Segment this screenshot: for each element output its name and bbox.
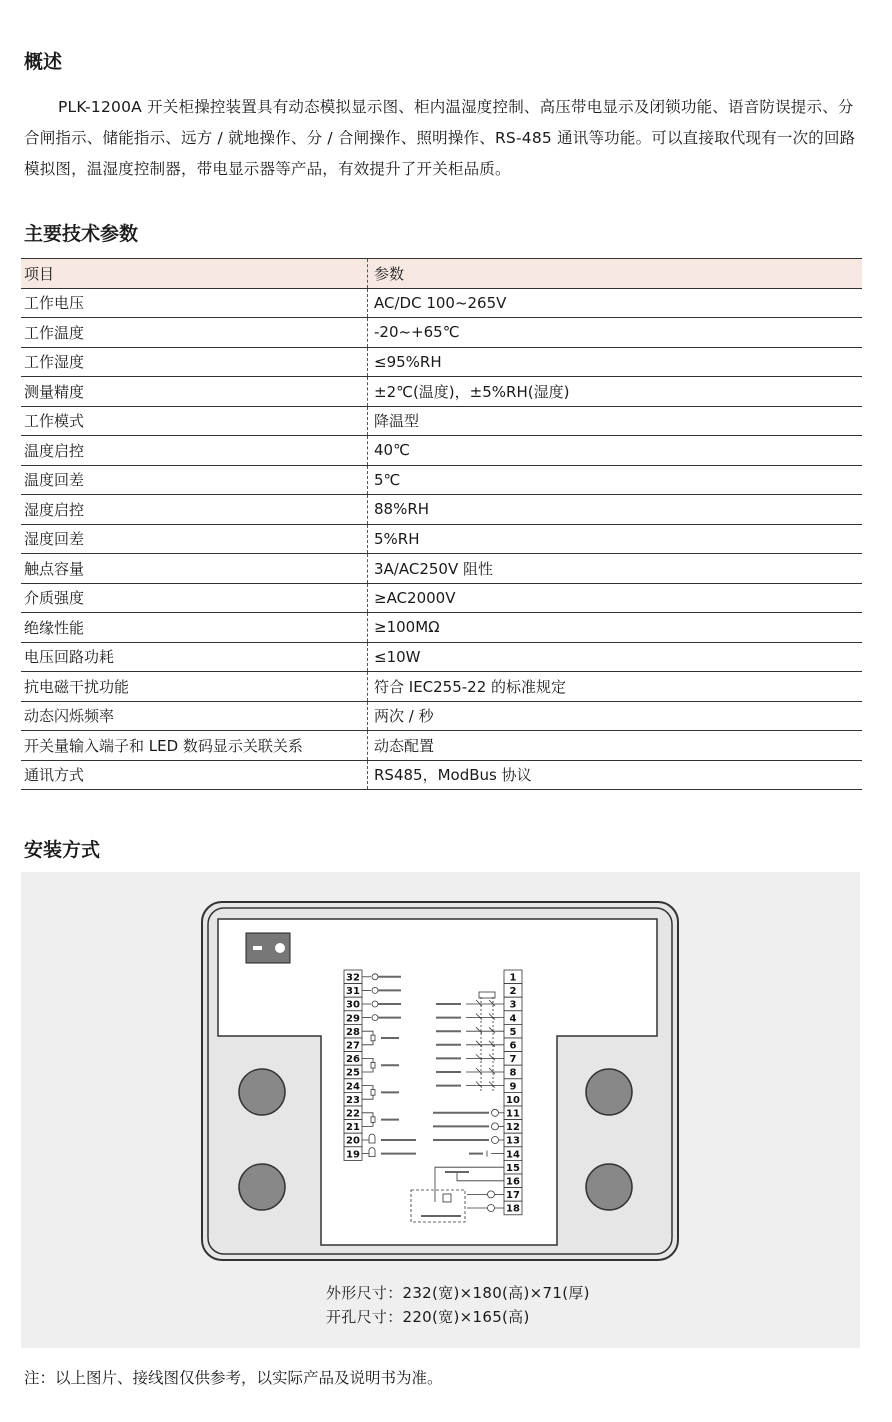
- spec-table: [21, 258, 862, 790]
- terminal-strip-left: [344, 970, 362, 1160]
- terminal-label: 27: [346, 1040, 360, 1052]
- outer-size: 外形尺寸：232(宽)×180(高)×71(厚): [326, 1284, 590, 1302]
- spec-item: 动态闪烁频率: [21, 701, 368, 731]
- terminal-label: 12: [506, 1122, 520, 1134]
- overview-title: 概述: [24, 51, 63, 73]
- specs-title: 主要技术参数: [24, 223, 139, 245]
- spec-row: [21, 406, 862, 436]
- spec-row: [21, 583, 862, 613]
- spec-row: [21, 672, 862, 702]
- spec-header-item: 项目: [21, 259, 368, 289]
- spec-row: [21, 524, 862, 554]
- spec-item: 湿度启控: [21, 495, 368, 525]
- spec-row: [21, 495, 862, 525]
- terminal-label: 20: [346, 1135, 360, 1147]
- terminal-label: 11: [506, 1108, 520, 1120]
- mount-knob-bottom-left: [239, 1164, 285, 1210]
- terminal-label: 5: [509, 1026, 517, 1038]
- terminal-label: 3: [509, 999, 517, 1011]
- cutout-size: 开孔尺寸：220(宽)×165(高): [326, 1308, 530, 1326]
- spec-param: AC/DC 100~265V: [368, 288, 863, 318]
- spec-row: [21, 318, 862, 348]
- spec-row: [21, 760, 862, 790]
- spec-row: [21, 731, 862, 761]
- spec-param: RS485，ModBus 协议: [368, 760, 863, 790]
- spec-param: 两次 / 秒: [368, 701, 863, 731]
- terminal-label: 32: [346, 972, 360, 984]
- spec-param: ≥100MΩ: [368, 613, 863, 643]
- spec-param: -20~+65℃: [368, 318, 863, 348]
- terminal-label: 17: [506, 1190, 520, 1202]
- install-panel: [21, 872, 860, 1348]
- terminal-label: 14: [506, 1149, 520, 1161]
- spec-row: [21, 436, 862, 466]
- terminal-label: 21: [346, 1122, 360, 1134]
- spec-row: [21, 554, 862, 584]
- terminal-label: 30: [346, 999, 360, 1011]
- spec-param: ±2℃(温度)，±5%RH(湿度): [368, 377, 863, 407]
- spec-item: 抗电磁干扰功能: [21, 672, 368, 702]
- footnote: 注：以上图片、接线图仅供参考，以实际产品及说明书为准。: [24, 1369, 443, 1387]
- spec-item: 湿度回差: [21, 524, 368, 554]
- spec-item: 工作模式: [21, 406, 368, 436]
- spec-param: 动态配置: [368, 731, 863, 761]
- terminal-label: 23: [346, 1094, 360, 1106]
- spec-row: [21, 377, 862, 407]
- spec-param: 5℃: [368, 465, 863, 495]
- terminal-label: 8: [509, 1067, 517, 1079]
- terminal-label: 19: [346, 1149, 360, 1161]
- terminal-label: 24: [346, 1081, 360, 1093]
- spec-item: 工作湿度: [21, 347, 368, 377]
- spec-row: [21, 347, 862, 377]
- terminal-label: 31: [346, 986, 360, 998]
- mount-knob-bottom-right: [586, 1164, 632, 1210]
- spec-item: 测量精度: [21, 377, 368, 407]
- spec-item: 工作电压: [21, 288, 368, 318]
- spec-row: [21, 613, 862, 643]
- spec-param: 3A/AC250V 阻性: [368, 554, 863, 584]
- spec-item: 通讯方式: [21, 760, 368, 790]
- overview-text: PLK-1200A 开关柜操控装置具有动态模拟显示图、柜内温湿度控制、高压带电显示及闭锁功能、语音防误提示、分合闸指示、储能指示、远方 / 就地操作、分 / 合闸操作、照明操作、RS-485 通讯等功能。可以直接取代现有一次的回路模拟图，温湿度控制器，带电显示器等产品，有效提升了开关柜品质。: [24, 98, 856, 178]
- spec-item: 温度回差: [21, 465, 368, 495]
- spec-param: ≤10W: [368, 642, 863, 672]
- spec-row: [21, 465, 862, 495]
- terminal-label: 2: [509, 986, 517, 998]
- spec-item: 触点容量: [21, 554, 368, 584]
- spec-param: ≥AC2000V: [368, 583, 863, 613]
- terminal-label: 18: [506, 1203, 520, 1215]
- spec-param: 降温型: [368, 406, 863, 436]
- spec-row: [21, 642, 862, 672]
- terminal-label: 25: [346, 1067, 360, 1079]
- mount-knob-top-left: [239, 1069, 285, 1115]
- terminal-label: 10: [506, 1094, 520, 1106]
- terminal-label: 22: [346, 1108, 360, 1120]
- spec-row: [21, 288, 862, 318]
- terminal-label: 6: [509, 1040, 517, 1052]
- spec-param: 符合 IEC255-22 的标准规定: [368, 672, 863, 702]
- terminal-label: 28: [346, 1026, 360, 1038]
- terminal-label: 16: [506, 1176, 520, 1188]
- spec-item: 工作温度: [21, 318, 368, 348]
- spec-item: 绝缘性能: [21, 613, 368, 643]
- spec-header-row: [21, 259, 862, 289]
- spec-param: 5%RH: [368, 524, 863, 554]
- terminal-strip-right: [504, 970, 522, 1215]
- terminal-label: 1: [509, 972, 517, 984]
- terminal-label: 13: [506, 1135, 520, 1147]
- spec-param: 88%RH: [368, 495, 863, 525]
- mount-knob-top-right: [586, 1069, 632, 1115]
- spec-item: 电压回路功耗: [21, 642, 368, 672]
- spec-param: 40℃: [368, 436, 863, 466]
- terminal-label: 26: [346, 1054, 360, 1066]
- spec-item: 温度启控: [21, 436, 368, 466]
- install-drawing: [21, 872, 860, 1348]
- terminal-label: 4: [509, 1013, 517, 1025]
- spec-item: 介质强度: [21, 583, 368, 613]
- terminal-label: 9: [509, 1081, 517, 1093]
- spec-param: ≤95%RH: [368, 347, 863, 377]
- spec-header-param: 参数: [368, 259, 863, 289]
- terminal-label: 15: [506, 1162, 520, 1174]
- install-title: 安装方式: [24, 839, 101, 861]
- spec-item: 开关量输入端子和 LED 数码显示关联关系: [21, 731, 368, 761]
- terminal-label: 29: [346, 1013, 360, 1025]
- spec-row: [21, 701, 862, 731]
- terminal-label: 7: [509, 1054, 517, 1066]
